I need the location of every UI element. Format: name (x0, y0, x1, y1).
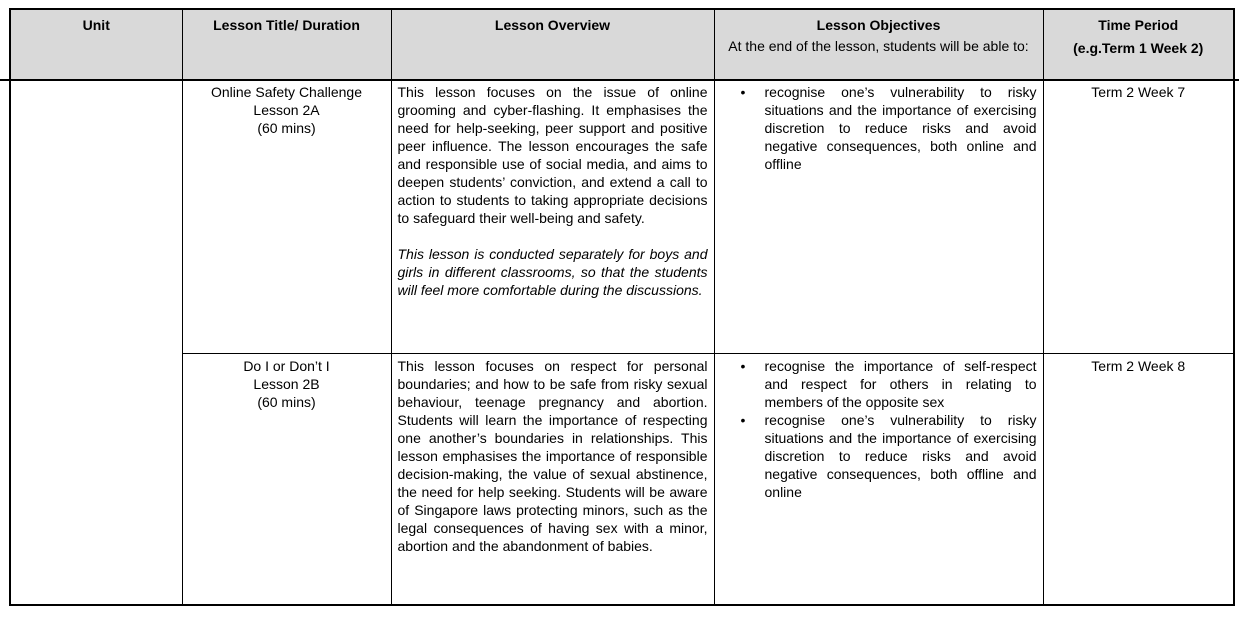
bullet-icon: • (740, 411, 746, 428)
lesson-2b-title: Do I or Don’t I (243, 357, 330, 374)
header-time-period-example: (e.g.Term 1 Week 2) (1073, 40, 1204, 56)
lesson-2a-title-cell (182, 79, 391, 353)
header-lesson-overview-label: Lesson Overview (494, 17, 611, 33)
lesson-plan-table (9, 8, 1235, 606)
lesson-2a-duration: (60 mins) (257, 119, 316, 136)
table-row-lesson-2a (10, 79, 1234, 353)
header-lesson-objectives-subtitle: At the end of the lesson, students will be able to: (728, 38, 1029, 54)
lesson-2a-objectives-cell (714, 79, 1043, 353)
header-lesson-title (182, 9, 391, 79)
header-time-period-label: Time Period (1098, 17, 1179, 33)
header-row (10, 9, 1234, 79)
header-lesson-objectives (714, 9, 1043, 79)
header-lesson-overview (391, 9, 714, 79)
objective-item (721, 357, 1037, 411)
lesson-2b-duration: (60 mins) (257, 393, 316, 410)
lesson-2a-overview-note: This lesson is conducted separately for boys and girls in different classrooms, so that the students will feel more comfortable during the discussions. (397, 245, 708, 298)
lesson-2b-overview-paragraph: This lesson focuses on respect for personal boundaries; and how to be safe from risky sexual behaviour, teenage pregnancy and abortion. Students will learn the importance of respecting one another’s boundaries in relationships. This lesson emphasises the importance of responsible decision-making, the value of sexual abstinence, the need for help seeking. Students will be aware of Singapore laws protecting minors, such as the legal consequences of having sex with a minor, abortion and the abandonment of babies. (397, 357, 708, 554)
lesson-2b-title-cell (182, 353, 391, 605)
header-unit (10, 9, 182, 79)
lesson-2b-time-cell (1043, 353, 1234, 605)
bullet-icon: • (740, 357, 746, 374)
header-time-period (1043, 9, 1234, 79)
lesson-2b-number: Lesson 2B (253, 375, 320, 392)
lesson-2a-time: Term 2 Week 7 (1091, 83, 1186, 100)
lesson-2a-overview-paragraph: This lesson focuses on the issue of online grooming and cyber-flashing. It emphasises the need for help-seeking, peer support and positive peer influence. The lesson encourages the safe and responsible use of social media, and aims to deepen students’ conviction, and extend a call to action to students to taking appropriate decisions to safeguard their well-being and safety. (397, 83, 708, 226)
lesson-2a-title: Online Safety Challenge (211, 83, 362, 100)
bullet-icon: • (740, 83, 746, 100)
lesson-2a-time-cell (1043, 79, 1234, 353)
header-lesson-objectives-label: Lesson Objectives (816, 17, 941, 33)
header-lesson-title-label: Lesson Title/ Duration (213, 17, 360, 33)
table-row-lesson-2b (10, 353, 1234, 605)
lesson-2b-overview-cell (391, 353, 714, 605)
objective-text: recognise the importance of self-respect and respect for others in relating to members of the opposite sex (764, 357, 1037, 410)
lesson-2a-number: Lesson 2A (253, 101, 320, 118)
objective-item (721, 411, 1037, 501)
unit-cell (10, 79, 182, 605)
objective-text: recognise one’s vulnerability to risky situations and the importance of exercising discretion to reduce risks and avoid negative consequences, both online and offline (764, 83, 1037, 172)
header-unit-label: Unit (82, 17, 110, 33)
lesson-2b-time: Term 2 Week 8 (1091, 357, 1186, 374)
objective-text: recognise one’s vulnerability to risky situations and the importance of exercising discretion to reduce risks and avoid negative consequences, both offline and online (764, 411, 1037, 500)
objective-item (721, 83, 1037, 173)
lesson-2b-objectives-cell (714, 353, 1043, 605)
lesson-2a-overview-cell (391, 79, 714, 353)
